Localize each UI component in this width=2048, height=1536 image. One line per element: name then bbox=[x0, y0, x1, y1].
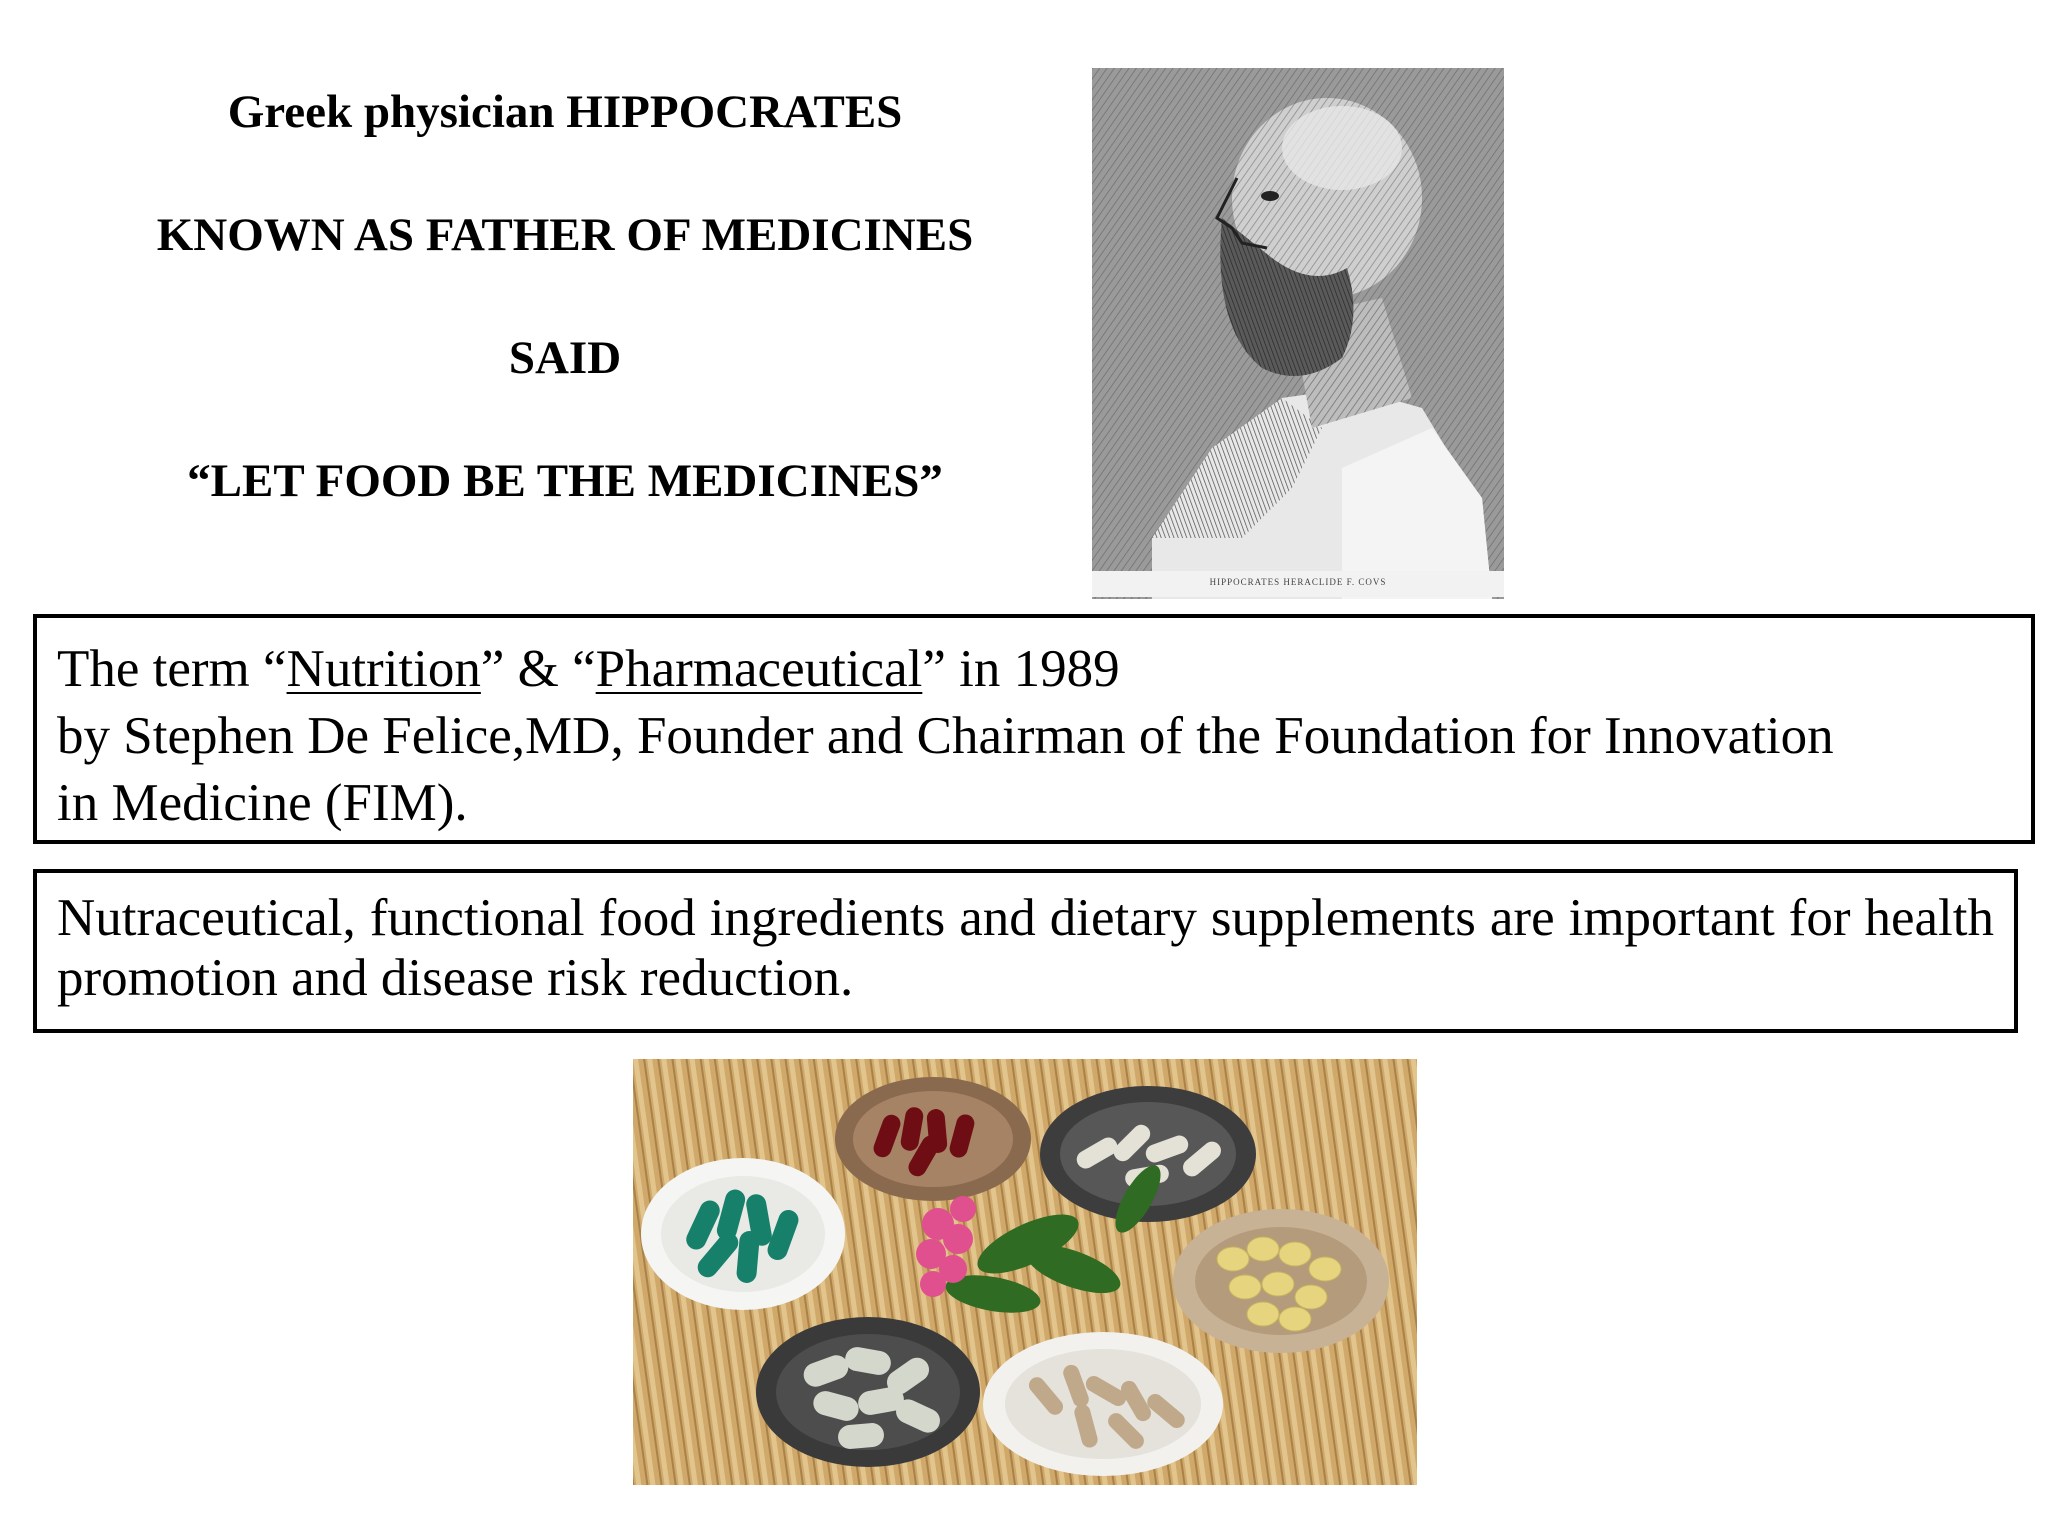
supplements-bowls-image bbox=[633, 1059, 1417, 1485]
pharmaceutical-term: Pharmaceutical bbox=[595, 640, 923, 698]
quote-said: SAID bbox=[508, 332, 622, 384]
hippocrates-engraving bbox=[1092, 68, 1504, 599]
portrait-caption bbox=[1092, 571, 1504, 597]
definition-year: ” in 1989 bbox=[922, 640, 1120, 698]
nutraceutical-definition-box bbox=[33, 614, 2035, 844]
quote-text: “LET FOOD BE THE MEDICINES” bbox=[187, 455, 943, 507]
quote-attribution-title: Greek physician HIPPOCRATES bbox=[227, 86, 903, 138]
definition-connector: ” & “ bbox=[480, 640, 596, 698]
definition-line-1 bbox=[57, 636, 2011, 703]
supplements-photo bbox=[633, 1059, 1417, 1485]
quote-subtitle: KNOWN AS FATHER OF MEDICINES bbox=[156, 209, 974, 261]
hippocrates-portrait-image bbox=[1092, 68, 1504, 599]
portrait-caption-text: HIPPOCRATES HERACLIDE F. COVS bbox=[1209, 577, 1387, 587]
importance-text: Nutraceutical, functional food ingredients and dietary supplements are important for health promotion and disease risk reduction. bbox=[57, 889, 1994, 1007]
definition-line-3: in Medicine (FIM). bbox=[57, 774, 468, 832]
definition-line-2: by Stephen De Felice,MD, Founder and Chairman of the Foundation for Innovation bbox=[57, 707, 1834, 765]
nutrition-term: Nutrition bbox=[286, 640, 481, 698]
definition-prefix: The term “ bbox=[57, 640, 287, 698]
nutraceutical-importance-box bbox=[33, 869, 2018, 1033]
